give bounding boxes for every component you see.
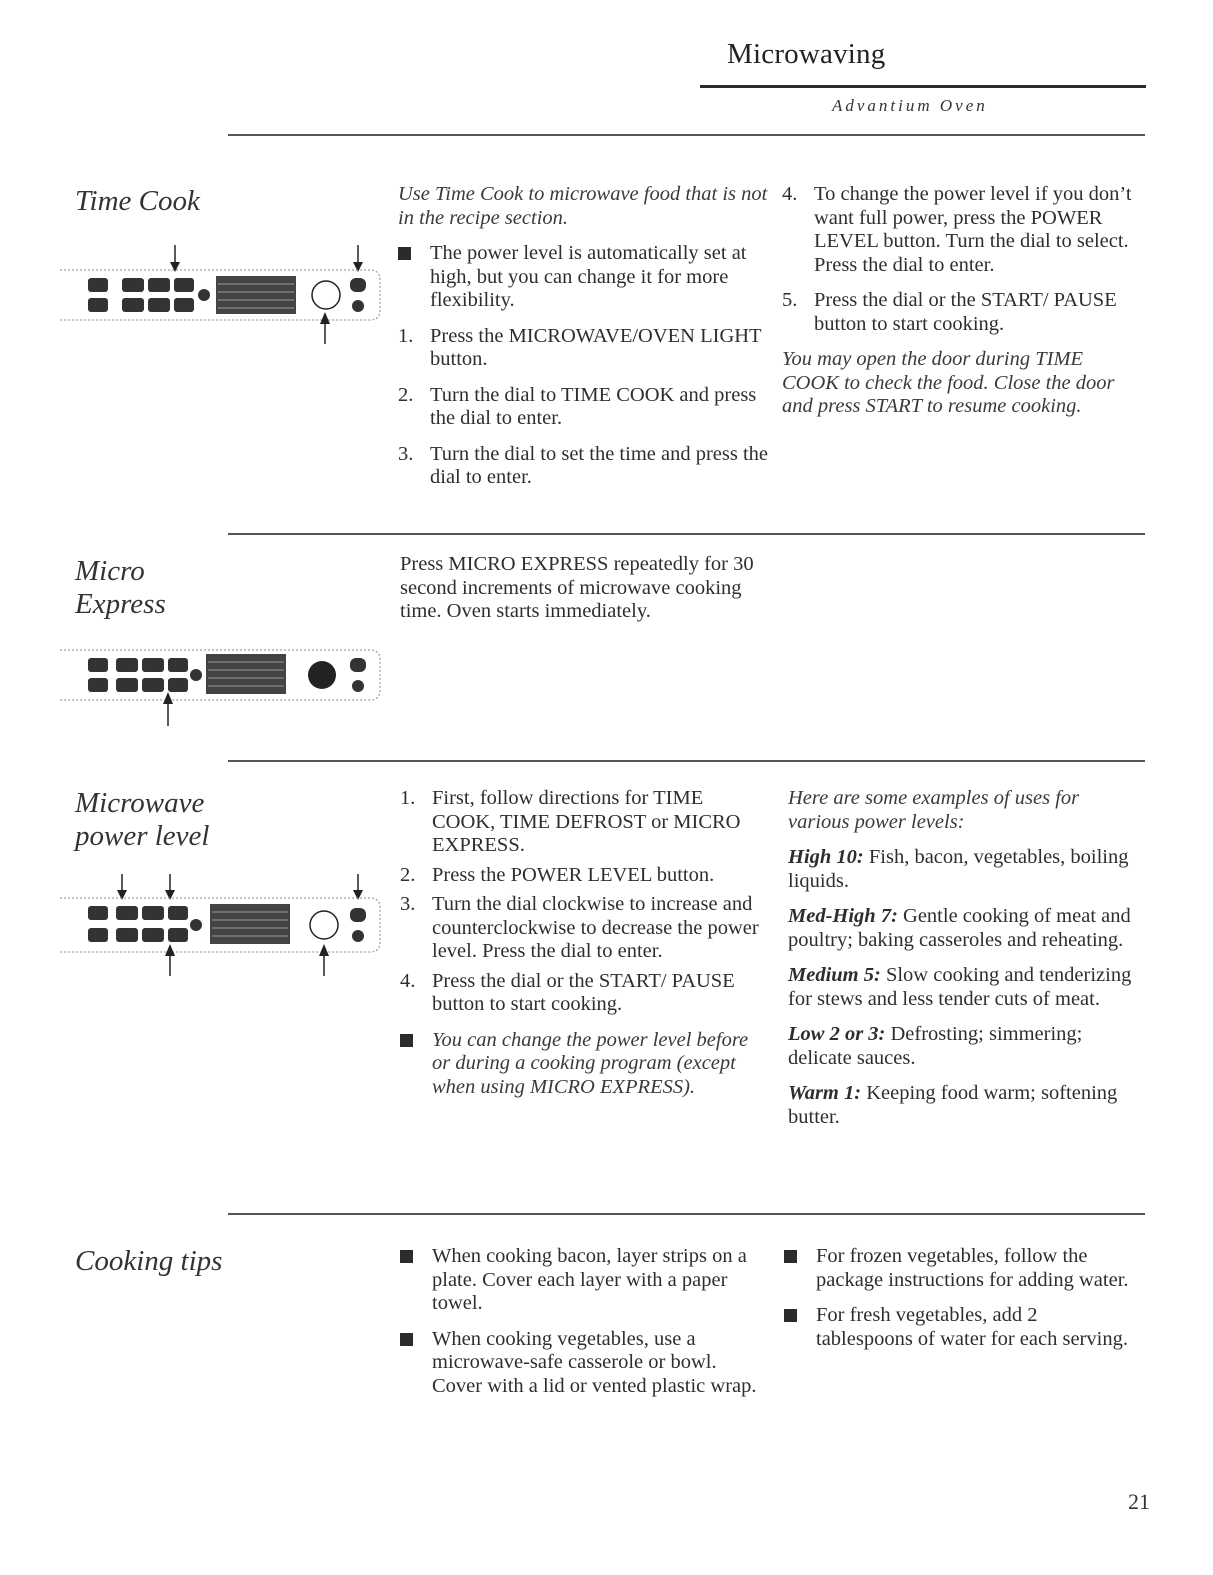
- page-title: Microwaving: [727, 38, 886, 70]
- bullet-square-icon: [400, 1250, 413, 1263]
- section-divider: [228, 1213, 1145, 1215]
- cooking-tips-heading: Cooking tips: [75, 1245, 223, 1277]
- page-number: 21: [1128, 1489, 1150, 1514]
- power-level-medium: Medium 5: Slow cooking and tenderizing for stews and less tender cuts of meat.: [788, 964, 1132, 1010]
- time-cook-column-1: [398, 183, 768, 490]
- power-level-warm: Warm 1: Keeping food warm; softening butter.: [788, 1082, 1118, 1128]
- section-divider: [228, 533, 1145, 535]
- power-level-step-3: 3. Turn the dial clockwise to increase and counterclockwise to decrease the power level. Press the dial to enter.: [400, 893, 759, 962]
- cooking-tips-column-2: [784, 1245, 1134, 1351]
- power-level-heading: Microwave power level: [75, 787, 210, 852]
- header-rule: [700, 85, 1146, 88]
- cooking-tips-column-1: [400, 1245, 760, 1398]
- time-cook-column-2: [782, 183, 1142, 419]
- bullet-square-icon: [400, 1034, 413, 1047]
- bullet-square-icon: [398, 247, 411, 260]
- page-subtitle: Advantium Oven: [832, 96, 988, 115]
- section-divider: [228, 134, 1145, 136]
- power-level-note: You can change the power level before or during a cooking program (except when using MICRO EXPRESS).: [400, 1029, 770, 1100]
- cooking-tip-1: When cooking bacon, layer strips on a plate. Cover each layer with a paper towel.: [400, 1245, 760, 1316]
- time-cook-step-3: 3. Turn the dial to set the time and press the dial to enter.: [398, 442, 769, 488]
- time-cook-control-panel-illustration: [60, 240, 390, 350]
- cooking-tip-3: For frozen vegetables, follow the package instructions for adding water.: [784, 1245, 1134, 1292]
- time-cook-step-2: 2. Turn the dial to TIME COOK and press the dial to enter.: [398, 383, 757, 429]
- cooking-tip-4: For fresh vegetables, add 2 tablespoons of water for each serving.: [784, 1304, 1134, 1351]
- power-level-step-4: 4. Press the dial or the START/ PAUSE button to start cooking.: [400, 969, 735, 1015]
- power-level-med-high: Med-High 7: Gentle cooking of meat and poultry; baking casseroles and reheating.: [788, 905, 1131, 951]
- cooking-tip-2: When cooking vegetables, use a microwave-safe casserole or bowl. Cover with a lid or vented plastic wrap.: [400, 1328, 760, 1399]
- power-level-column-1: [400, 787, 770, 1099]
- power-level-examples-intro: Here are some examples of uses for various power levels:: [788, 787, 1080, 833]
- time-cook-heading: Time Cook: [75, 185, 200, 217]
- time-cook-intro: Use Time Cook to microwave food that is not in the recipe section.: [398, 183, 768, 229]
- time-cook-step-4: 4. To change the power level if you don’t want full power, press the POWER LEVEL button. Turn the dial to select. Press the dial to enter.: [782, 183, 1132, 276]
- bullet-square-icon: [784, 1309, 797, 1322]
- bullet-square-icon: [400, 1333, 413, 1346]
- time-cook-step-1: 1. Press the MICROWAVE/OVEN LIGHT button.: [398, 324, 762, 370]
- time-cook-bullet: The power level is automatically set at high, but you can change it for more flexibility.: [398, 242, 768, 313]
- section-divider: [228, 760, 1145, 762]
- power-level-low: Low 2 or 3: Defrosting; simmering; delicate sauces.: [788, 1023, 1083, 1069]
- power-level-step-2: 2. Press the POWER LEVEL button.: [400, 863, 715, 886]
- micro-express-text: Press MICRO EXPRESS repeatedly for 30 second increments of microwave cooking time. Oven starts immediately.: [400, 553, 754, 622]
- micro-express-control-panel-illustration: [60, 640, 390, 730]
- bullet-square-icon: [784, 1250, 797, 1263]
- power-level-control-panel-illustration: [60, 870, 390, 980]
- time-cook-step-5: 5. Press the dial or the START/ PAUSE button to start cooking.: [782, 289, 1117, 335]
- power-level-high: High 10: Fish, bacon, vegetables, boiling liquids.: [788, 846, 1129, 892]
- time-cook-note: You may open the door during TIME COOK to check the food. Close the door and press START to resume cooking.: [782, 348, 1115, 417]
- power-level-examples: [788, 787, 1143, 1129]
- power-level-step-1: 1. First, follow directions for TIME COOK, TIME DEFROST or MICRO EXPRESS.: [400, 787, 741, 856]
- micro-express-heading: Micro Express: [75, 555, 166, 620]
